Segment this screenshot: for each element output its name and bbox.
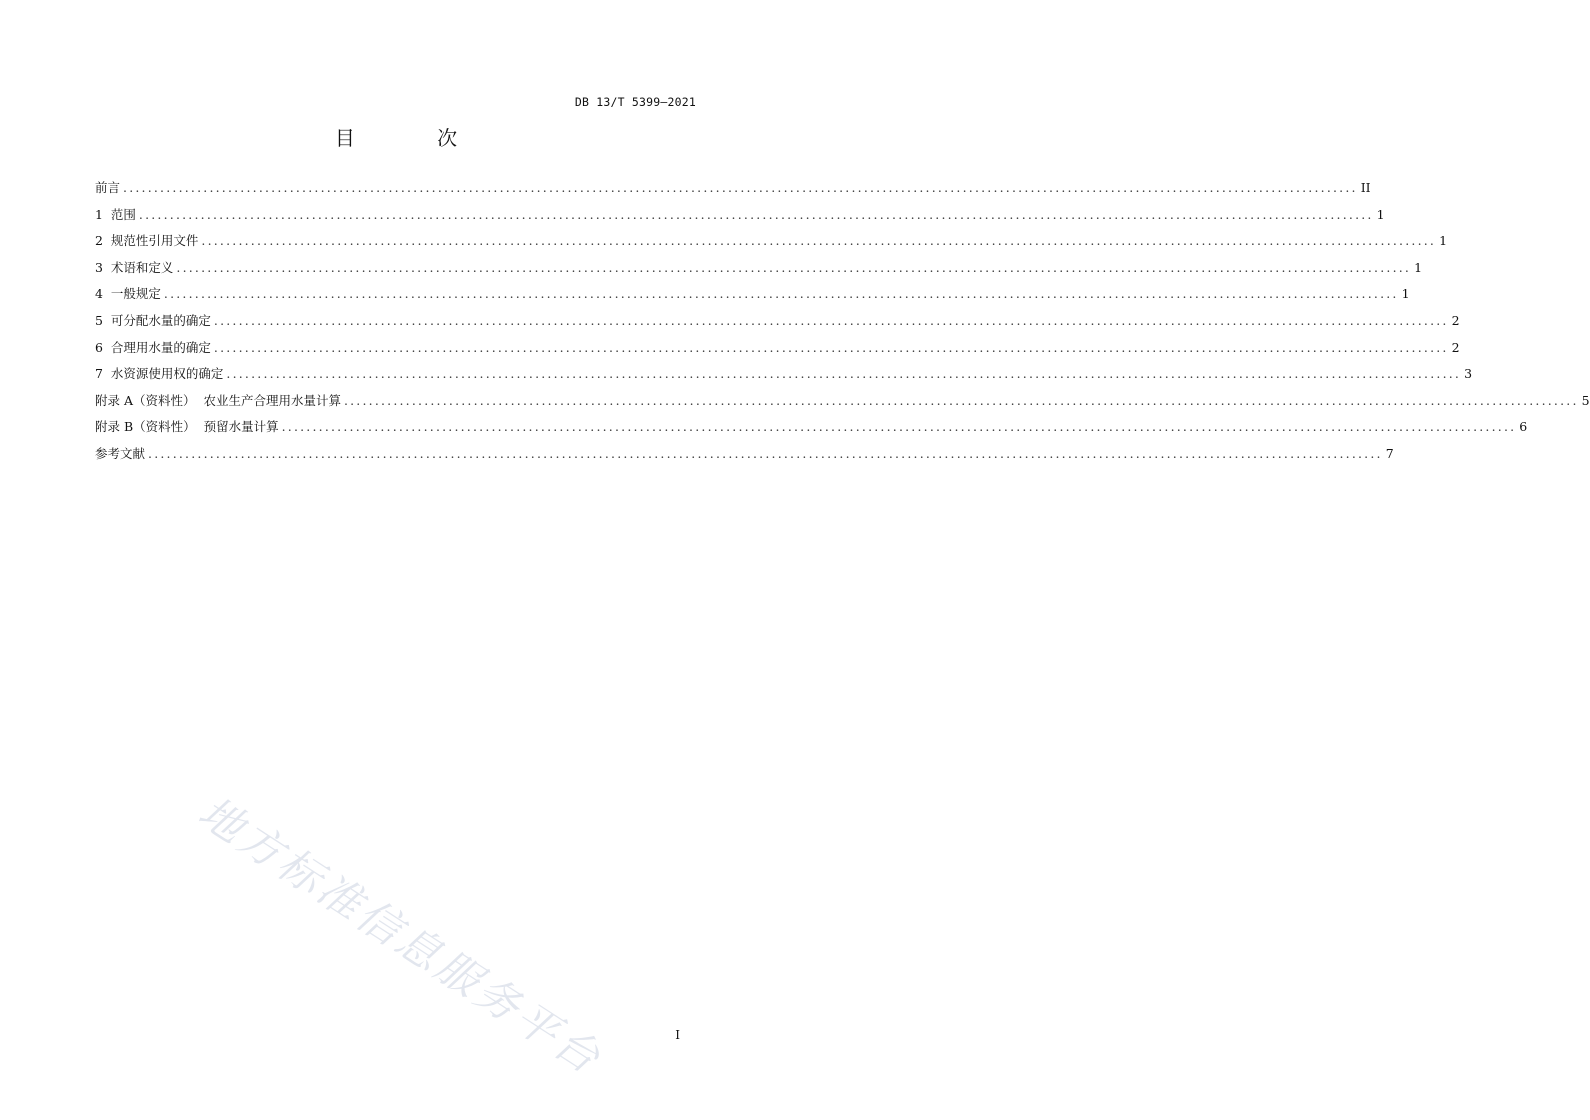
toc-entry-allocatable-water[interactable] bbox=[95, 311, 1460, 338]
toc-entry-reasonable-water[interactable] bbox=[95, 338, 1460, 365]
toc-entry-terms[interactable] bbox=[95, 258, 1423, 285]
toc-entry-bibliography[interactable] bbox=[95, 444, 1394, 471]
toc-leader-dots: ........................................................................................................................................................................................................ bbox=[213, 312, 1449, 328]
toc-entry-label: 2 规范性引用文件 bbox=[95, 233, 199, 249]
toc-leader-dots: ........................................................................................................................................................................................................ bbox=[123, 180, 1358, 195]
toc-entry-page: II bbox=[1360, 180, 1371, 195]
toc-entry-label: 参考文献 bbox=[95, 445, 146, 461]
toc-entry-label: 3 术语和定义 bbox=[95, 259, 174, 275]
toc-entry-label: 前言 bbox=[95, 180, 121, 195]
toc-leader-dots: ........................................................................................................................................................................................................ bbox=[281, 419, 1517, 435]
watermark: 地方标准信息服务平台 bbox=[189, 787, 611, 1086]
toc-entry-foreword[interactable] bbox=[95, 178, 1371, 205]
toc-entry-label: 7 水资源使用权的确定 bbox=[95, 366, 224, 382]
toc-entry-label: 附录 B（资料性） 预留水量计算 bbox=[95, 419, 279, 435]
toc-entry-label: 1 范围 bbox=[95, 206, 136, 222]
toc-entry-page: 2 bbox=[1451, 339, 1460, 355]
toc-leader-dots: ........................................................................................................................................................................................................ bbox=[213, 339, 1449, 355]
toc-leader-dots: ........................................................................................................................................................................................................ bbox=[201, 233, 1437, 249]
toc-entry-appendix-a[interactable] bbox=[95, 391, 1590, 418]
toc-leader-dots: ........................................................................................................................................................................................................ bbox=[148, 445, 1383, 461]
toc-entry-page: 3 bbox=[1464, 366, 1473, 382]
toc-entry-label: 4 一般规定 bbox=[95, 286, 161, 302]
toc-leader-dots: ........................................................................................................................................................................................................ bbox=[138, 206, 1374, 222]
toc-leader-dots: ........................................................................................................................................................................................................ bbox=[163, 286, 1399, 302]
toc-entry-appendix-b[interactable] bbox=[95, 417, 1528, 444]
toc-entry-page: 1 bbox=[1376, 206, 1385, 222]
toc-entry-page: 1 bbox=[1401, 286, 1410, 302]
toc-entry-label: 6 合理用水量的确定 bbox=[95, 339, 211, 355]
toc-entry-label: 5 可分配水量的确定 bbox=[95, 312, 211, 328]
toc-entry-page: 1 bbox=[1439, 233, 1448, 249]
toc-entry-page: 6 bbox=[1519, 419, 1528, 435]
document-code: DB 13/T 5399—2021 bbox=[574, 95, 696, 109]
toc-entry-water-rights[interactable] bbox=[95, 364, 1473, 391]
toc-leader-dots: ........................................................................................................................................................................................................ bbox=[343, 392, 1579, 408]
table-of-contents bbox=[95, 178, 1590, 471]
toc-entry-page: 1 bbox=[1414, 259, 1423, 275]
toc-entry-page: 2 bbox=[1451, 312, 1460, 328]
toc-entry-normative-references[interactable] bbox=[95, 231, 1448, 258]
toc-entry-scope[interactable] bbox=[95, 205, 1385, 232]
page-title: 目 次 bbox=[334, 126, 496, 150]
toc-leader-dots: ........................................................................................................................................................................................................ bbox=[226, 366, 1462, 382]
page-number: I bbox=[675, 1028, 680, 1042]
toc-leader-dots: ........................................................................................................................................................................................................ bbox=[176, 259, 1412, 275]
toc-entry-label: 附录 A（资料性） 农业生产合理用水量计算 bbox=[95, 392, 341, 408]
toc-entry-page: 7 bbox=[1385, 445, 1394, 461]
toc-entry-general[interactable] bbox=[95, 284, 1410, 311]
toc-entry-page: 5 bbox=[1581, 392, 1590, 408]
